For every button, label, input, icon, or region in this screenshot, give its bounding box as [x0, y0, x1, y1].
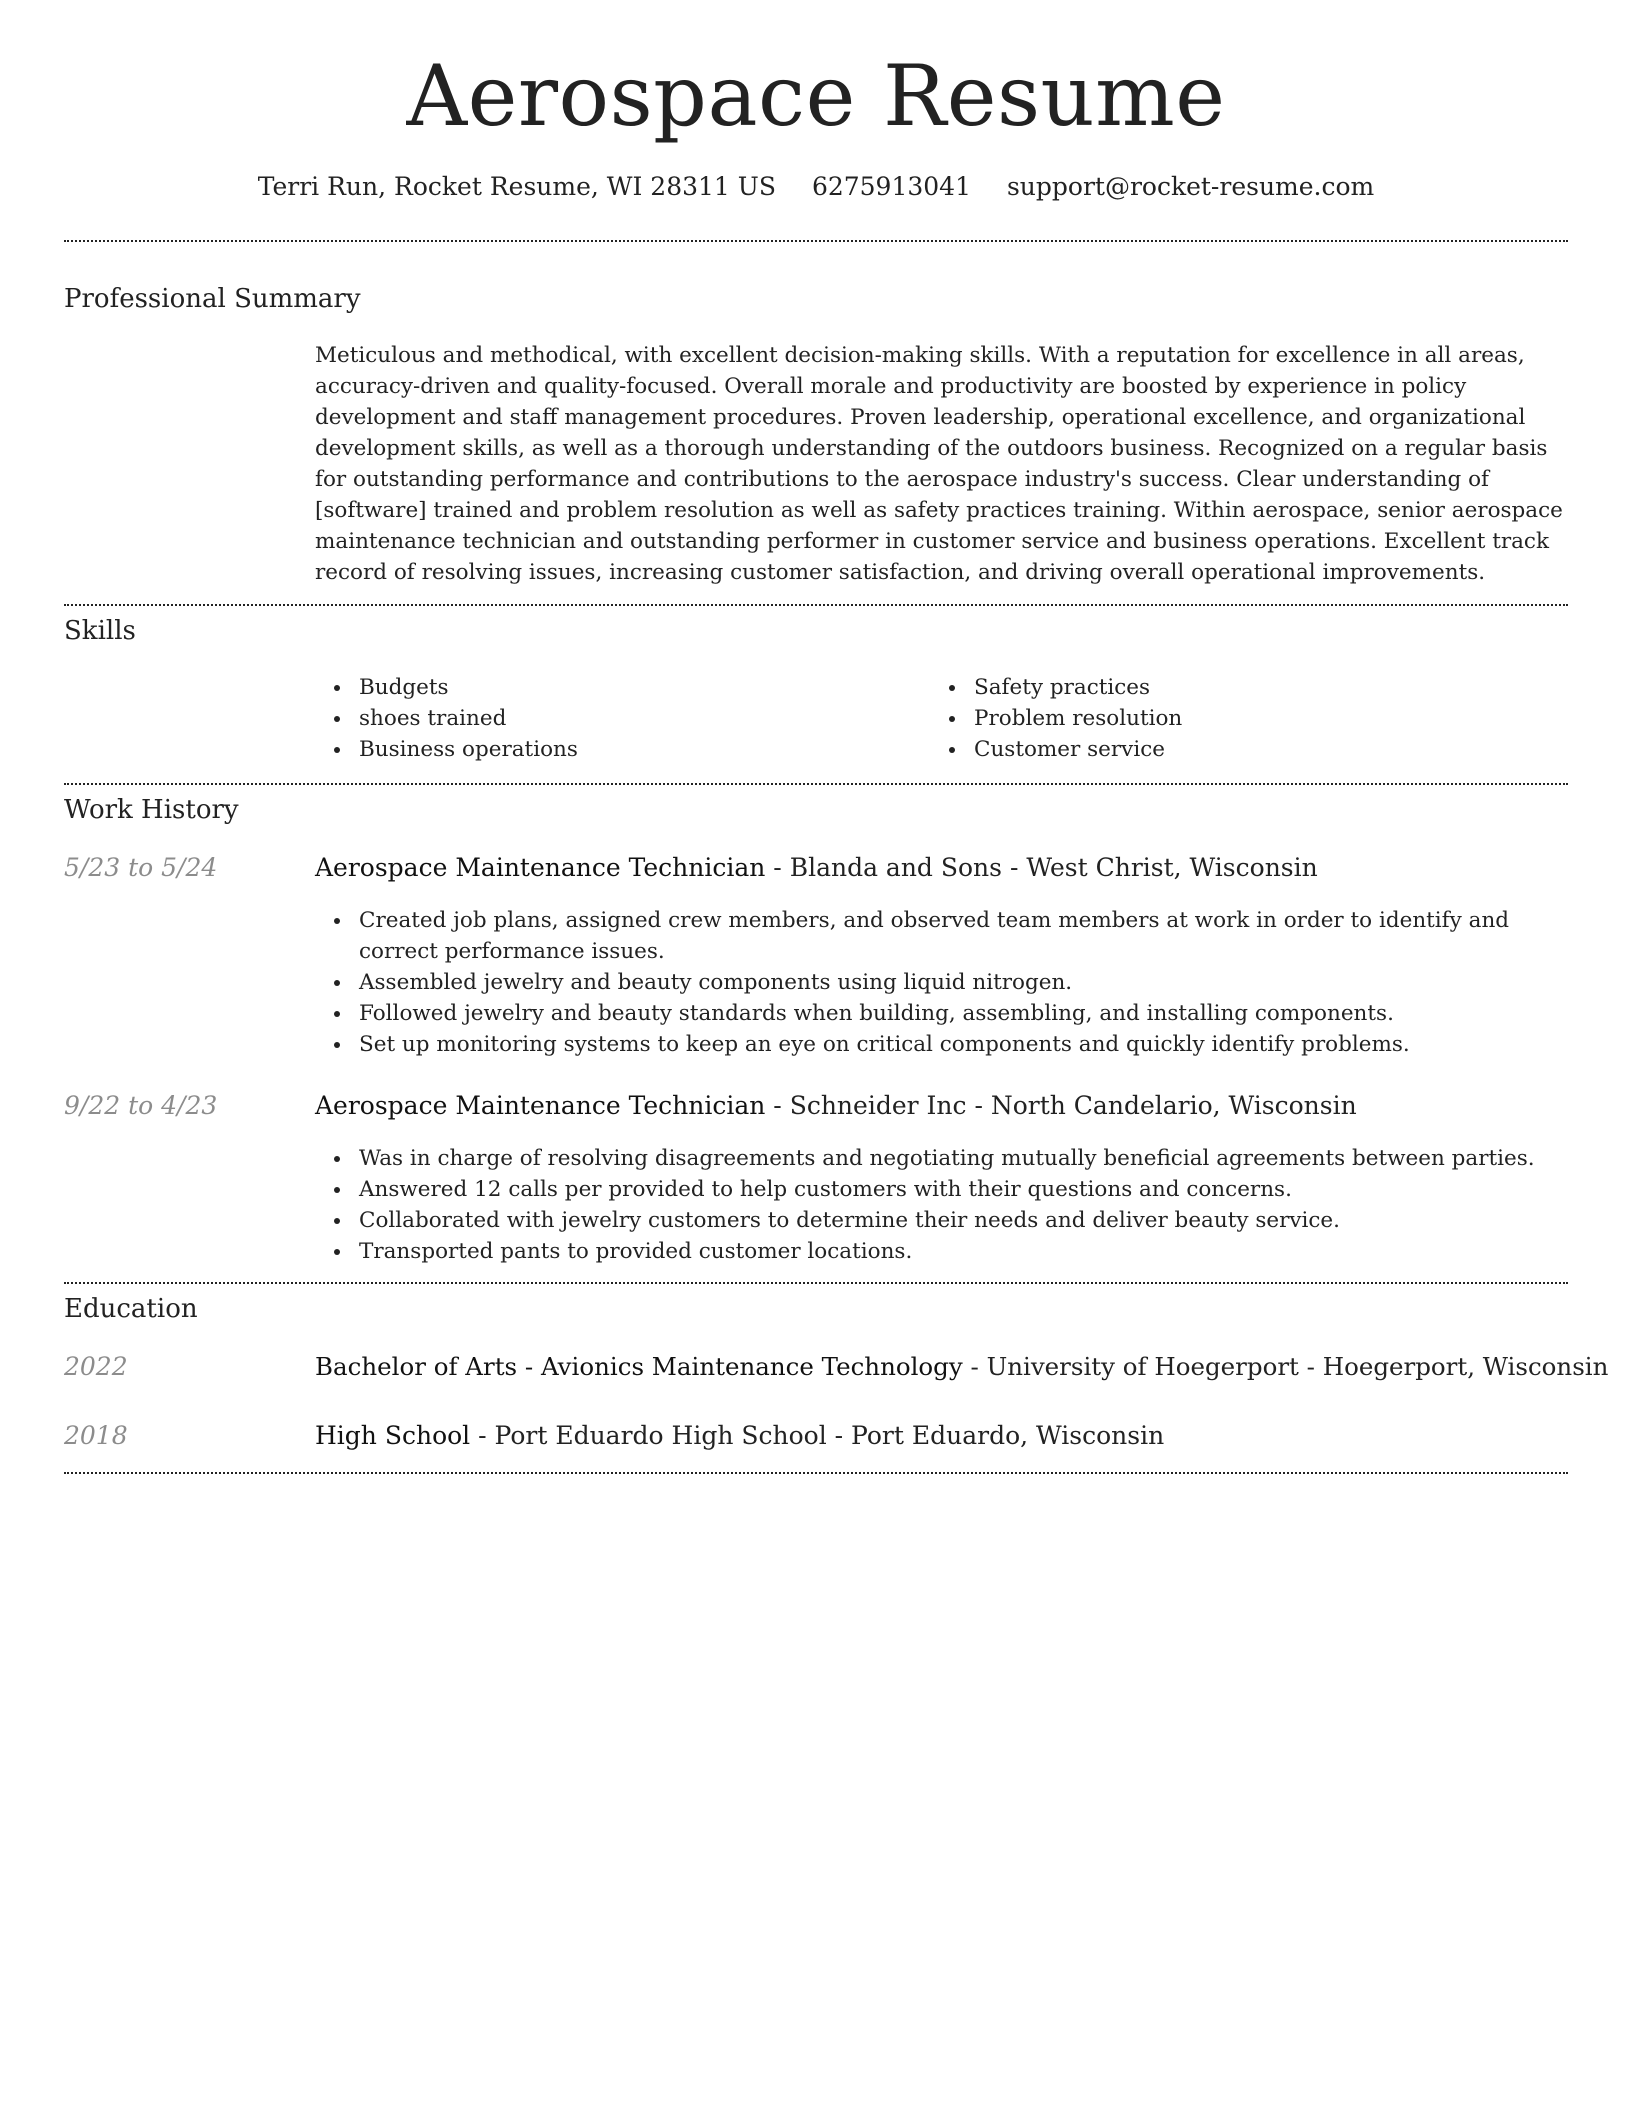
education-details: - University of Hoegerport - Hoegerport, Wisconsin [962, 1352, 1609, 1381]
job-details: - Blanda and Sons - West Christ, Wisconsin [765, 853, 1318, 882]
skill-item: Budgets [315, 672, 915, 703]
education-year: 2022 [64, 1352, 128, 1381]
job-heading [315, 853, 1318, 882]
section-title-skills: Skills [64, 616, 136, 646]
section-title-summary: Professional Summary [64, 284, 361, 314]
address: Terri Run, Rocket Resume, WI 28311 US [257, 172, 776, 201]
resume-title: Aerospace Resume [406, 47, 1226, 145]
list-item: Set up monitoring systems to keep an eye on critical components and quickly identify problems. [315, 1029, 1567, 1060]
divider [64, 1472, 1568, 1474]
list-item: Assembled jewelry and beauty components using liquid nitrogen. [315, 967, 1567, 998]
job-dates: 9/22 to 4/23 [64, 1091, 218, 1120]
email: support@rocket-resume.com [1006, 172, 1375, 201]
education-degree: Bachelor of Arts - Avionics Maintenance Technology [315, 1352, 963, 1381]
job-bullets [315, 905, 1567, 1060]
job-dates: 5/23 to 5/24 [64, 853, 218, 882]
skills-list-left [315, 672, 915, 765]
divider [64, 783, 1568, 785]
list-item: Created job plans, assigned crew members, and observed team members at work in order to identify and correct performance issues. [315, 905, 1567, 967]
section-title-education: Education [64, 1294, 198, 1324]
education-heading [315, 1421, 1164, 1450]
divider [64, 1282, 1568, 1284]
job-role: Aerospace Maintenance Technician [315, 853, 766, 882]
contact-line [0, 172, 1632, 201]
skill-item: Safety practices [930, 672, 1530, 703]
job-bullets [315, 1143, 1567, 1267]
section-title-work: Work History [64, 795, 239, 825]
list-item: Was in charge of resolving disagreements and negotiating mutually beneficial agreements between parties. [315, 1143, 1567, 1174]
skill-item: Customer service [930, 734, 1530, 765]
education-details: - Port Eduardo High School - Port Eduardo, Wisconsin [470, 1421, 1165, 1450]
job-heading [315, 1091, 1357, 1120]
list-item: Transported pants to provided customer locations. [315, 1236, 1567, 1267]
divider [64, 240, 1568, 242]
phone: 6275913041 [811, 172, 971, 201]
list-item: Followed jewelry and beauty standards when building, assembling, and installing components. [315, 998, 1567, 1029]
divider [64, 604, 1568, 606]
skills-list-right [930, 672, 1530, 765]
list-item: Answered 12 calls per provided to help customers with their questions and concerns. [315, 1174, 1567, 1205]
list-item: Collaborated with jewelry customers to determine their needs and deliver beauty service. [315, 1205, 1567, 1236]
job-details: - Schneider Inc - North Candelario, Wisconsin [765, 1091, 1357, 1120]
job-role: Aerospace Maintenance Technician [315, 1091, 766, 1120]
skill-item: Business operations [315, 734, 915, 765]
education-year: 2018 [64, 1421, 128, 1450]
skill-item: shoes trained [315, 703, 915, 734]
skill-item: Problem resolution [930, 703, 1530, 734]
education-degree: High School [315, 1421, 471, 1450]
education-heading [315, 1352, 1608, 1381]
summary-text: Meticulous and methodical, with excellent decision-making skills. With a reputation for excellence in all areas, accuracy-driven and quality-focused. Overall morale and productivity are boosted by experience in policy development and staff management procedures. Proven leadership, operational excellence, and organizational development skills, as well as a thorough understanding of the outdoors business. Recognized on a regular basis for outstanding performance and contributions to the aerospace industry's success. Clear understanding of [software] trained and problem resolution as well as safety practices training. Within aerospace, senior aerospace maintenance technician and outstanding performer in customer service and business operations. Excellent track record of resolving issues, increasing customer satisfaction, and driving overall operational improvements. [315, 343, 1563, 585]
